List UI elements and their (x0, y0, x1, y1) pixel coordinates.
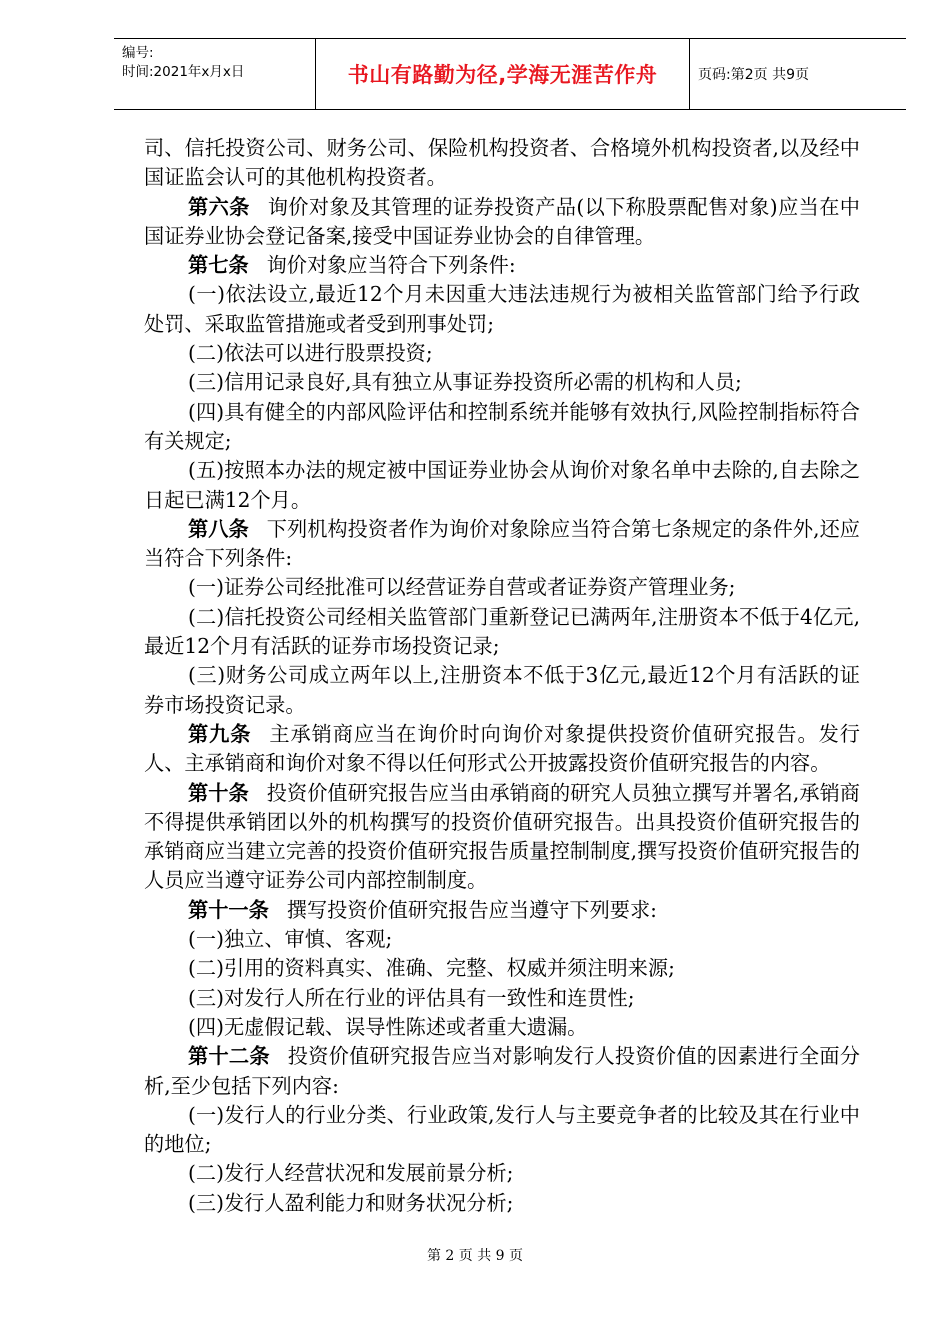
paragraph (144, 1159, 860, 1188)
paragraph-text: (四)无虚假记载、误导性陈述或者重大遗漏。 (188, 1014, 588, 1039)
paragraph (144, 896, 860, 925)
article-number: 第七条 (188, 253, 249, 278)
paragraph-text: 司、信托投资公司、财务公司、保险机构投资者、合格境外机构投资者,以及经中国证监会认可的其他机构投资者。 (144, 136, 860, 190)
paragraph (144, 368, 860, 397)
header-meta-cell (114, 39, 316, 109)
header-motto: 书山有路勤为径,学海无涯苦作舟 (316, 39, 690, 109)
paragraph (144, 515, 860, 574)
paragraph-text: (一)发行人的行业分类、行业政策,发行人与主要竞争者的比较及其在行业中的地位; (144, 1102, 860, 1157)
page-header (114, 38, 906, 110)
paragraph (144, 1042, 860, 1101)
paragraph-text: (一)证券公司经批准可以经营证券自营或者证券资产管理业务; (188, 575, 736, 600)
paragraph (144, 1189, 860, 1218)
paragraph-text: (四)具有健全的内部风险评估和控制系统并能够有效执行,风险控制指标符合有关规定; (144, 399, 860, 453)
paragraph-text: (三)财务公司成立两年以上,注册资本不低于3亿元,最近12个月有活跃的证券市场投资记录。 (144, 663, 860, 717)
paragraph (144, 984, 860, 1013)
paragraph-text: 投资价值研究报告应当对影响发行人投资价值的因素进行全面分析,至少包括下列内容: (144, 1044, 860, 1098)
paragraph-text: 主承销商应当在询价时向询价对象提供投资价值研究报告。发行人、主承销商和询价对象不得以任何形式公开披露投资价值研究报告的内容。 (144, 721, 860, 776)
paragraph (144, 280, 860, 339)
paragraph-text: (三)发行人盈利能力和财务状况分析; (188, 1190, 514, 1215)
paragraph (144, 398, 860, 457)
paragraph-text: (一)依法设立,最近12个月未因重大违法违规行为被相关监管部门给予行政处罚、采取监管措施或者受到刑事处罚; (144, 282, 860, 336)
paragraph-text: 撰写投资价值研究报告应当遵守下列要求: (286, 897, 657, 922)
paragraph-text: 询价对象及其管理的证券投资产品(以下称股票配售对象)应当在中国证券业协会登记备案,接受中国证券业协会的自律管理。 (144, 194, 860, 248)
paragraph (144, 661, 860, 720)
paragraph-text: (一)独立、审慎、客观; (188, 927, 393, 952)
article-number: 第八条 (188, 516, 249, 541)
paragraph-text: (三)对发行人所在行业的评估具有一致性和连贯性; (188, 985, 635, 1010)
article-number: 第十一条 (188, 897, 269, 922)
paragraph-text: (二)发行人经营状况和发展前景分析; (188, 1161, 514, 1186)
document-body (144, 134, 860, 1218)
paragraph (144, 134, 860, 193)
paragraph-text: 询价对象应当符合下列条件: (266, 253, 516, 278)
paragraph-text: (二)依法可以进行股票投资; (188, 341, 433, 366)
header-page-info: 页码:第2页 共9页 (698, 67, 809, 83)
paragraph-text: (二)引用的资料真实、准确、完整、权威并须注明来源; (188, 956, 675, 981)
paragraph (144, 779, 860, 896)
paragraph-text: 投资价值研究报告应当由承销商的研究人员独立撰写并署名,承销商不得提供承销团以外的机构撰写的投资价值研究报告。出具投资价值研究报告的承销商应当建立完善的投资价值研究报告质量控制制度,撰写投资价值研究报告的人员应当遵守证券公司内部控制制度。 (144, 780, 860, 893)
paragraph (144, 720, 860, 779)
paragraph (144, 1013, 860, 1042)
article-number: 第十二条 (188, 1044, 270, 1069)
article-number: 第六条 (188, 194, 250, 219)
paragraph (144, 573, 860, 602)
paragraph (144, 251, 860, 280)
paragraph-text: (二)信托投资公司经相关监管部门重新登记已满两年,注册资本不低于4亿元,最近12个月有活跃的证券市场投资记录; (144, 604, 860, 659)
document-number-label: 编号: (122, 45, 154, 61)
paragraph (144, 1101, 860, 1160)
paragraph-text: 下列机构投资者作为询价对象除应当符合第七条规定的条件外,还应当符合下列条件: (144, 516, 860, 571)
paragraph (144, 456, 860, 515)
paragraph (144, 954, 860, 983)
paragraph (144, 603, 860, 662)
article-number: 第十条 (188, 780, 249, 805)
paragraph (144, 339, 860, 368)
paragraph (144, 925, 860, 954)
document-time-label: 时间:2021年x月x日 (122, 64, 245, 80)
paragraph-text: (五)按照本办法的规定被中国证券业协会从询价对象名单中去除的,自去除之日起已满12个月。 (144, 458, 860, 512)
paragraph-text: (三)信用记录良好,具有独立从事证券投资所必需的机构和人员; (188, 370, 742, 395)
page-footer: 第 2 页 共 9 页 (426, 1248, 524, 1264)
article-number: 第九条 (188, 721, 252, 746)
paragraph (144, 193, 860, 252)
